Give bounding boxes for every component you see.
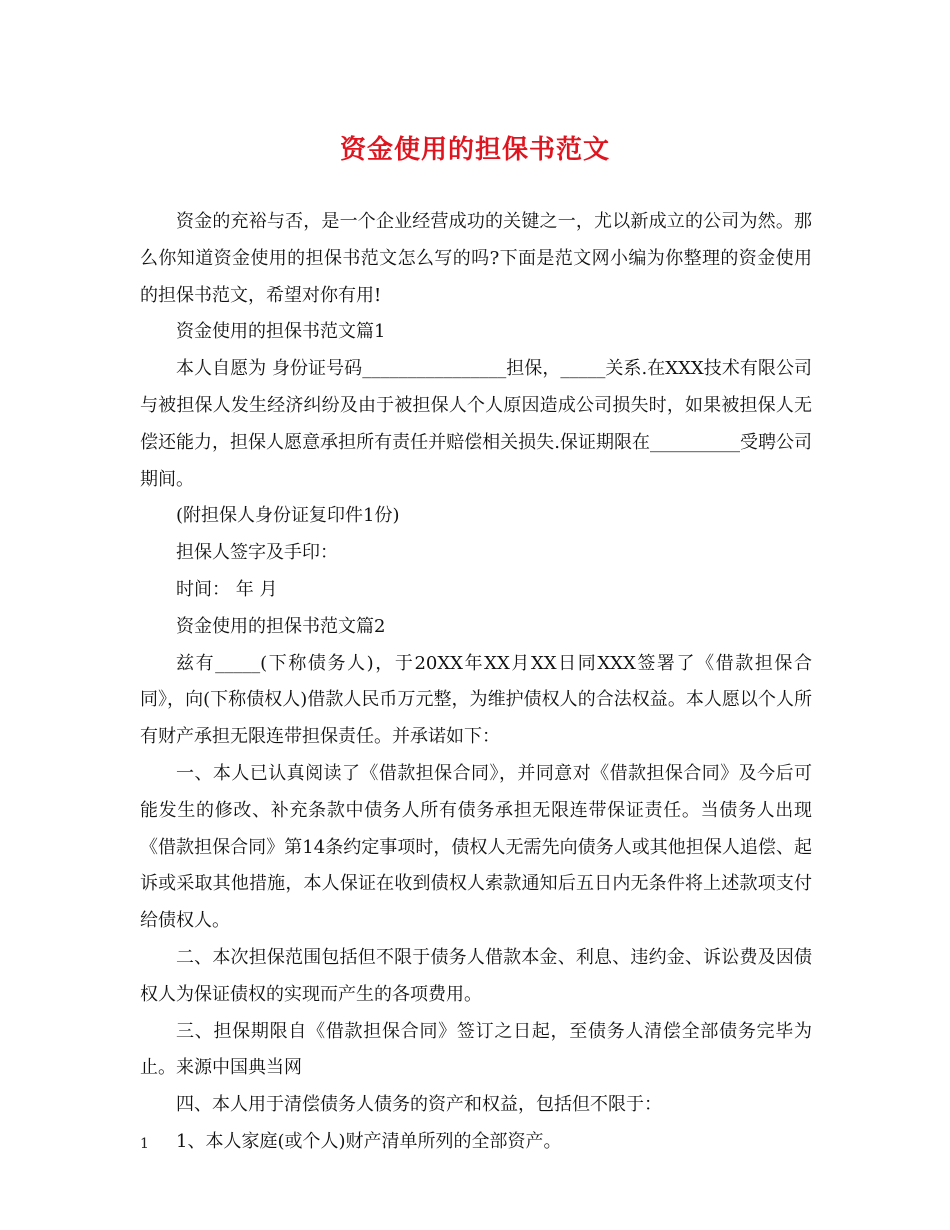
section-heading-2: 资金使用的担保书范文篇2: [176, 615, 386, 637]
clause-3: 三、担保期限自《借款担保合同》签订之日起，至债务人清偿全部债务完毕为止。来源中国典当网: [140, 1020, 812, 1079]
paragraph-date-line: 时间： 年 月: [176, 578, 278, 600]
paragraph-intro: 资金的充裕与否，是一个企业经营成功的关键之一，尤以新成立的公司为然。那么你知道资金使用的担保书范文怎么写的吗?下面是范文网小编为你整理的资金使用的担保书范文，希望对你有用!: [140, 211, 812, 306]
clause-1: 一、本人已认真阅读了《借款担保合同》，并同意对《借款担保合同》及今后可能发生的修改、补充条款中债务人所有债务承担无限连带保证责任。当债务人出现《借款担保合同》第14条约定事项时，债权人无需先向债务人或其他担保人追偿、起诉或采取其他措施，本人保证在收到债权人索款通知后五日内无条件将上述款项支付给债权人。: [140, 762, 812, 932]
paragraph-signature-line: 担保人签字及手印：: [176, 542, 338, 564]
clause-4: 四、本人用于清偿债务人债务的资产和权益，包括但不限于：: [176, 1094, 662, 1116]
clause-4-item-1: 1、本人家庭(或个人)财产清单所列的全部资产。: [176, 1130, 562, 1152]
paragraph-attachment-note: (附担保人身份证复印件1份): [176, 505, 400, 527]
paragraph-guarantee-1: 本人自愿为 身份证号码________________担保，_____关系.在XXX技术有限公司与被担保人发生经济纠纷及由于被担保人个人原因造成公司损失时，如果被担保人无偿还能力，担保人愿意承担所有责任并赔偿相关损失.保证期限在__________受聘公司期间。: [140, 358, 812, 490]
page-number: 1: [140, 1136, 149, 1152]
document-body: [140, 204, 812, 1161]
paragraph-guarantee-2: 兹有_____(下称债务人)，于20XX年XX月XX日同XXX签署了《借款担保合同》，向(下称债权人)借款人民币万元整，为维护债权人的合法权益。本人愿以个人所有财产承担无限连带担保责任。并承诺如下：: [140, 652, 812, 748]
section-heading-1: 资金使用的担保书范文篇1: [176, 321, 386, 343]
document-title: 资金使用的担保书范文: [339, 135, 610, 165]
clause-2: 二、本次担保范围包括但不限于债务人借款本金、利息、违约金、诉讼费及因债权人为保证债权的实现而产生的各项费用。: [140, 946, 812, 1005]
